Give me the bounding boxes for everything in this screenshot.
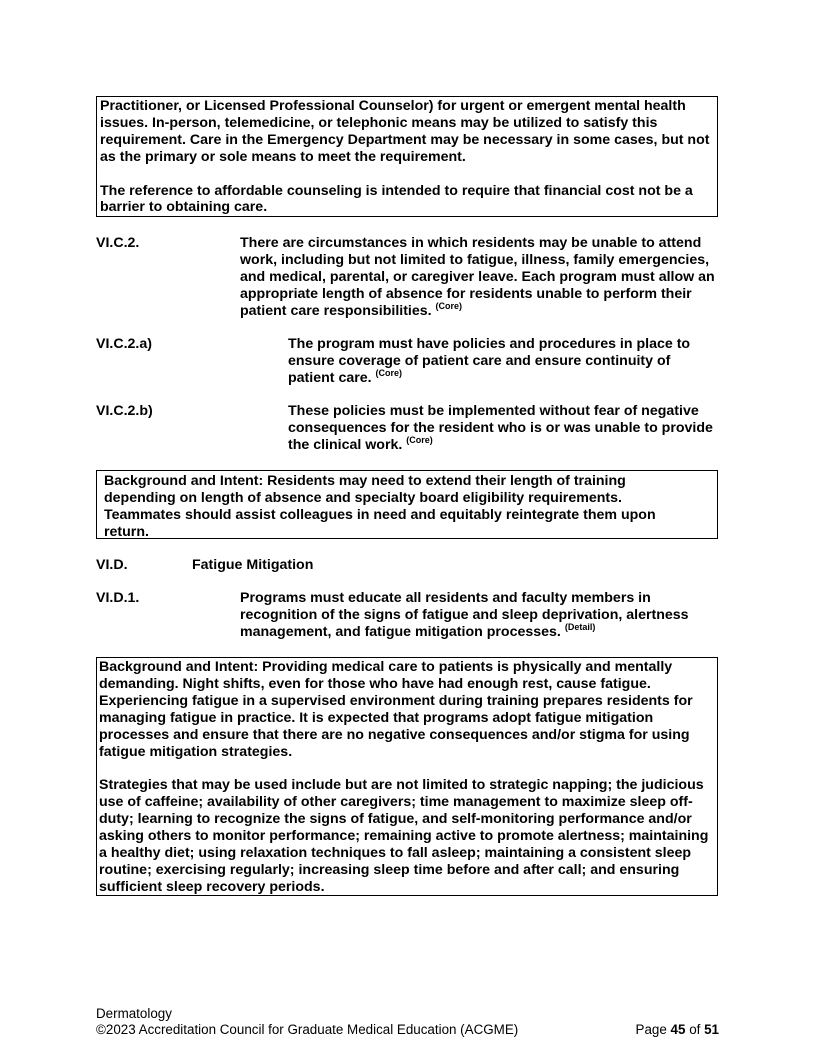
section-title: Fatigue Mitigation (192, 557, 314, 573)
box-paragraph: Background and Intent: Residents may need to extend their length of training depending on length of absence and specialty board eligibility requirements. Teammates should assist colleagues in need and equitably reintegrate them upon return. (104, 473, 656, 540)
requirement-tag: (Core) (406, 434, 433, 445)
section-number: VI.D. (96, 557, 128, 573)
requirement-tag: (Core) (375, 367, 403, 378)
background-intent-box (96, 470, 718, 539)
footer-specialty: Dermatology (96, 1006, 172, 1021)
requirement-text: The program must have policies and procedures in place to ensure coverage of patient care and ensure continuity of patient care. (288, 336, 691, 386)
requirement-tag: (Detail) (564, 621, 596, 632)
requirement-text: These policies must be implemented without fear of negative consequences for the resident who is or was unable to provide the clinical work. (288, 403, 713, 453)
requirement-tag: (Core) (435, 300, 463, 311)
requirement-number: VI.C.2.a) (96, 336, 152, 352)
requirement-text-wrap (240, 235, 720, 320)
requirement-text-wrap (288, 403, 716, 454)
box-paragraph: The reference to affordable counseling is intended to require that financial cost not be a barrier to obtaining care. (100, 182, 693, 216)
requirement-text-wrap (288, 336, 716, 387)
requirement-text-wrap (240, 590, 716, 641)
requirement-number: VI.D.1. (96, 590, 140, 606)
page-current: 45 (670, 1022, 686, 1037)
page-word: Page (635, 1022, 667, 1037)
page-number (636, 1022, 719, 1038)
page-total: 51 (704, 1022, 719, 1037)
box-paragraph: Strategies that may be used include but are not limited to strategic napping; the judicious use of caffeine; availability of other caregivers; time management to maximize sleep off-duty; learning to recognize the signs of fatigue, and self-monitoring performance and/or asking others to monitor performance; remaining active to promote alertness; maintaining a healthy diet; using relaxation techniques to fall asleep; maintaining a consistent sleep routine; exercising regularly; increasing sleep time before and after call; and ensuring sufficient sleep recovery periods. (99, 777, 709, 895)
page-of: of (689, 1022, 701, 1037)
requirement-number: VI.C.2.b) (96, 403, 153, 419)
requirement-number: VI.C.2. (96, 235, 140, 251)
requirement-text: Programs must educate all residents and faculty members in recognition of the signs of fatigue and sleep deprivation, alertness management, and fatigue mitigation processes. (240, 590, 689, 640)
background-intent-box (96, 657, 718, 896)
box-paragraph: Background and Intent: Providing medical care to patients is physically and mentally demanding. Night shifts, even for those who have had enough rest, cause fatigue. Experiencing fatigue in a supervised environment during training prepares residents for managing fatigue in practice. It is expected that programs adopt fatigue mitigation processes and ensure that there are no negative consequences and/or stigma for using fatigue mitigation strategies. (99, 659, 693, 760)
continued-text-box (96, 96, 718, 217)
box-paragraph: Practitioner, or Licensed Professional Counselor) for urgent or emergent mental health issues. In-person, telemedicine, or telephonic means may be utilized to satisfy this requirement. Care in the Emergency Department may be necessary in some cases, but not as the primary or sole means to meet the requirement. (100, 98, 710, 165)
requirement-text: There are circumstances in which residents may be unable to attend work, including but not limited to fatigue, illness, family emergencies, and medical, parental, or caregiver leave. Each program must allow an appropriate length of absence for residents unable to perform their patient care responsibilities. (240, 235, 715, 319)
footer-copyright: ©2023 Accreditation Council for Graduate Medical Education (ACGME) (96, 1022, 519, 1037)
